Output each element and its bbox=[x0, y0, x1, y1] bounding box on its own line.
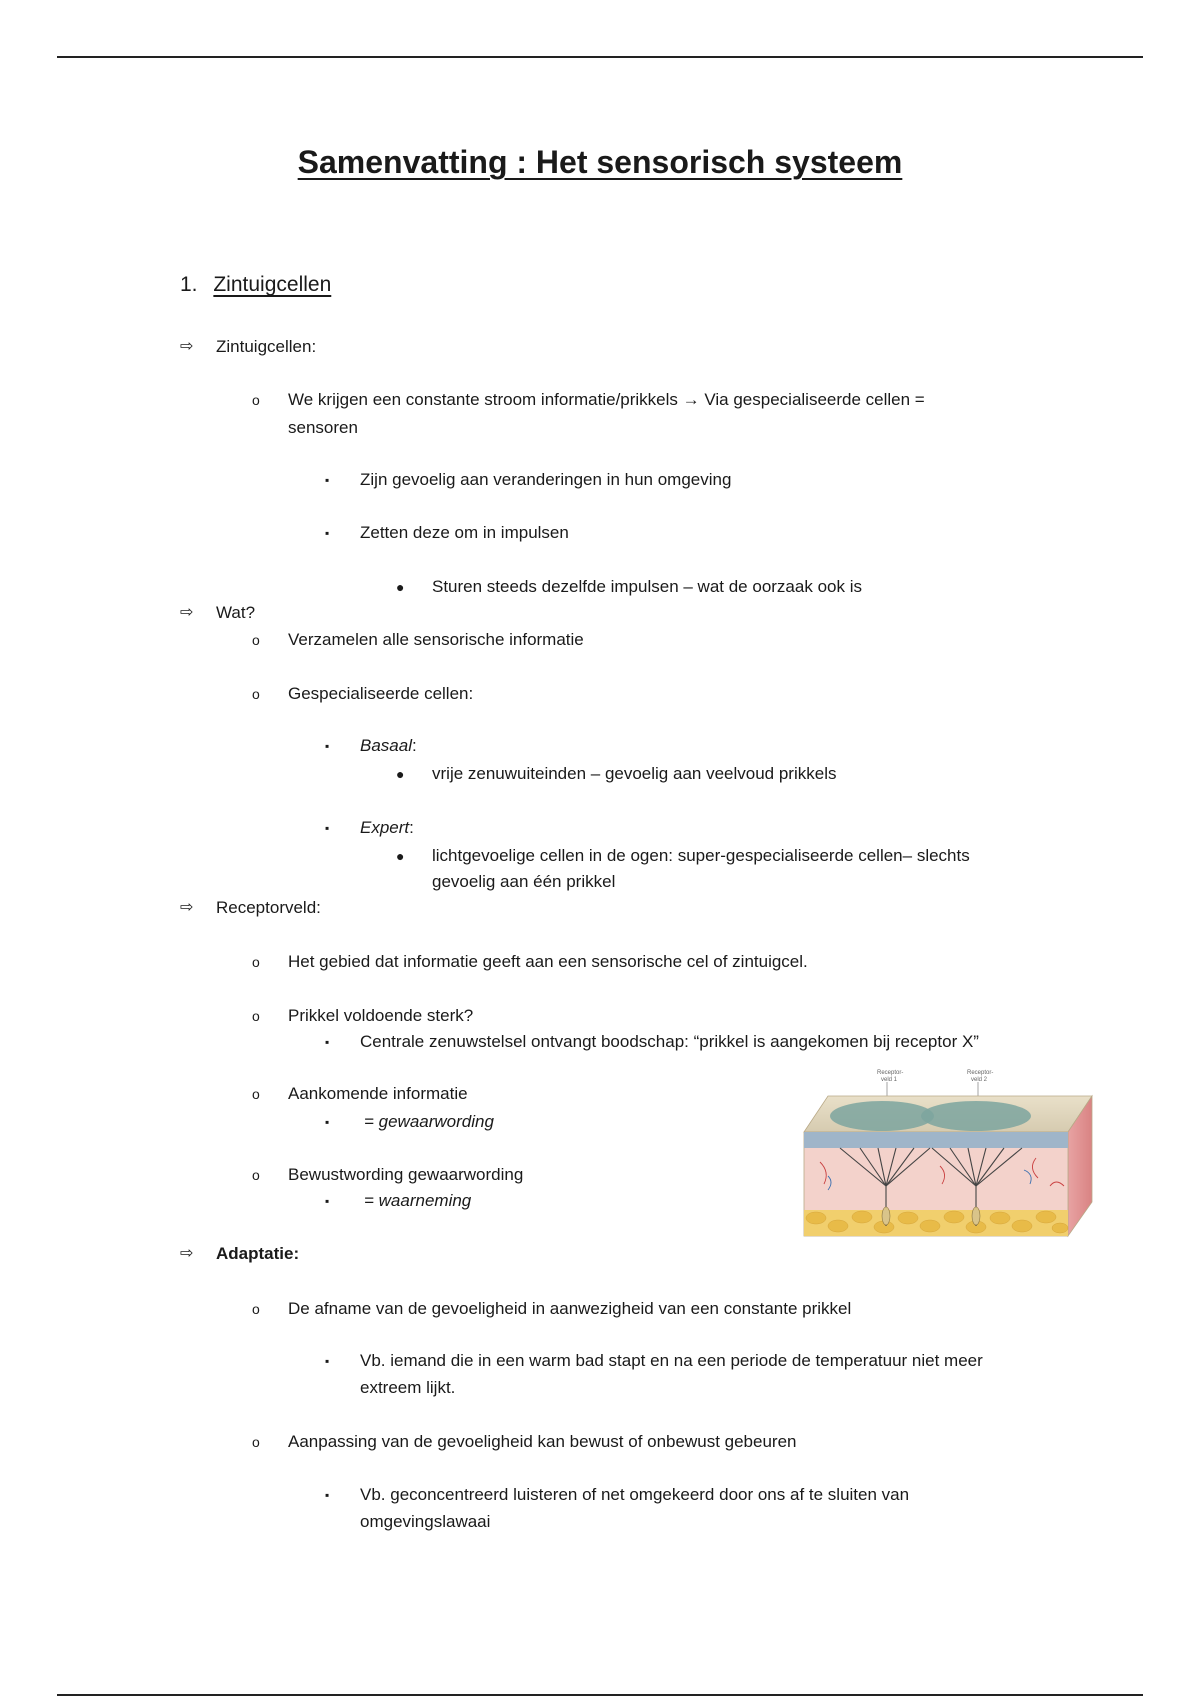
label-receptor-veld-1: Receptor-veld 1 bbox=[877, 1070, 904, 1083]
item-gevoelig: Zijn gevoelig aan veranderingen in hun omgeving bbox=[360, 470, 732, 489]
item-stroom-line1: We krijgen een constante stroom informatie/prikkels → Via gespecialiseerde cellen = bbox=[288, 390, 925, 409]
item-stroom-line2: sensoren bbox=[288, 418, 358, 437]
round-bullet-icon: ● bbox=[396, 579, 405, 595]
square-bullet-icon: ▪ bbox=[325, 1354, 330, 1368]
footer-rule bbox=[57, 1694, 1143, 1696]
item-bewustwording: Bewustwording gewaarwording bbox=[288, 1165, 524, 1184]
expert-colon: : bbox=[409, 818, 414, 837]
square-bullet-icon: ▪ bbox=[325, 1035, 330, 1049]
circle-bullet-icon: o bbox=[252, 1301, 260, 1317]
item-licht-line1: lichtgevoelige cellen in de ogen: super-gespecialiseerde cellen– slechts bbox=[432, 846, 970, 865]
circle-bullet-icon: o bbox=[252, 632, 260, 648]
item-adaptatie: Adaptatie: bbox=[216, 1244, 300, 1263]
square-bullet-icon: ▪ bbox=[325, 526, 330, 540]
section-title: Zintuigcellen bbox=[213, 273, 332, 296]
item-licht-line2: gevoelig aan één prikkel bbox=[432, 872, 616, 891]
arrow-bullet-icon: ⇨ bbox=[180, 604, 194, 621]
item-zintuigcellen: Zintuigcellen: bbox=[216, 337, 317, 356]
circle-bullet-icon: o bbox=[252, 954, 260, 970]
circle-bullet-icon: o bbox=[252, 1434, 260, 1450]
section-number: 1. bbox=[180, 273, 198, 296]
item-gewaarwording: = gewaarwording bbox=[364, 1112, 494, 1131]
arrow-bullet-icon: ⇨ bbox=[180, 899, 194, 916]
item-prikkel: Prikkel voldoende sterk? bbox=[288, 1006, 474, 1025]
item-vb1-line2: extreem lijkt. bbox=[360, 1378, 456, 1397]
circle-bullet-icon: o bbox=[252, 392, 260, 408]
item-verzamelen: Verzamelen alle sensorische informatie bbox=[288, 630, 584, 649]
item-vb1-line1: Vb. iemand die in een warm bad stapt en na een periode de temperatuur niet meer bbox=[360, 1351, 983, 1370]
item-waarneming: = waarneming bbox=[364, 1191, 472, 1210]
square-bullet-icon: ▪ bbox=[325, 739, 330, 753]
item-wat: Wat? bbox=[216, 603, 256, 622]
square-bullet-icon: ▪ bbox=[325, 1115, 330, 1129]
basaal-colon: : bbox=[411, 736, 417, 755]
header-rule bbox=[57, 56, 1143, 58]
item-expert bbox=[360, 815, 414, 841]
item-aanpassing: Aanpassing van de gevoeligheid kan bewust of onbewust gebeuren bbox=[288, 1432, 797, 1451]
circle-bullet-icon: o bbox=[252, 1008, 260, 1024]
round-bullet-icon: ● bbox=[396, 848, 405, 864]
item-impulsen: Zetten deze om in impulsen bbox=[360, 523, 569, 542]
item-vb2-line1: Vb. geconcentreerd luisteren of net omgekeerd door ons af te sluiten van bbox=[360, 1485, 910, 1504]
square-bullet-icon: ▪ bbox=[325, 473, 330, 487]
expert-label: Expert bbox=[360, 818, 410, 837]
arrow-bullet-icon: ⇨ bbox=[180, 1245, 194, 1262]
item-sturen: Sturen steeds dezelfde impulsen – wat de oorzaak ook is bbox=[432, 577, 862, 596]
circle-bullet-icon: o bbox=[252, 1167, 260, 1183]
item-vb2-line2: omgevingslawaai bbox=[360, 1512, 491, 1531]
document-title: Samenvatting : Het sensorisch systeem bbox=[297, 144, 903, 180]
square-bullet-icon: ▪ bbox=[325, 1488, 330, 1502]
item-receptorveld: Receptorveld: bbox=[216, 898, 321, 917]
item-vrije: vrije zenuwuiteinden – gevoelig aan veelvoud prikkels bbox=[432, 764, 837, 783]
circle-bullet-icon: o bbox=[252, 686, 260, 702]
receptor-field-illustration bbox=[800, 1066, 1096, 1244]
basaal-label: Basaal bbox=[360, 736, 412, 755]
circle-bullet-icon: o bbox=[252, 1086, 260, 1102]
round-bullet-icon: ● bbox=[396, 766, 405, 782]
item-aankomende: Aankomende informatie bbox=[288, 1084, 468, 1103]
item-centrale: Centrale zenuwstelsel ontvangt boodschap: “prikkel is aangekomen bij receptor X” bbox=[360, 1032, 979, 1051]
skin-cross-section-image bbox=[800, 1066, 1096, 1244]
square-bullet-icon: ▪ bbox=[325, 821, 330, 835]
item-afname: De afname van de gevoeligheid in aanwezigheid van een constante prikkel bbox=[288, 1299, 852, 1318]
square-bullet-icon: ▪ bbox=[325, 1194, 330, 1208]
label-receptor-veld-2: Receptor-veld 2 bbox=[967, 1070, 994, 1083]
item-basaal bbox=[360, 733, 417, 759]
section-heading bbox=[180, 270, 331, 300]
arrow-bullet-icon: ⇨ bbox=[180, 338, 194, 355]
item-gespecialiseerd: Gespecialiseerde cellen: bbox=[288, 684, 474, 703]
item-gebied: Het gebied dat informatie geeft aan een sensorische cel of zintuigcel. bbox=[288, 952, 808, 971]
